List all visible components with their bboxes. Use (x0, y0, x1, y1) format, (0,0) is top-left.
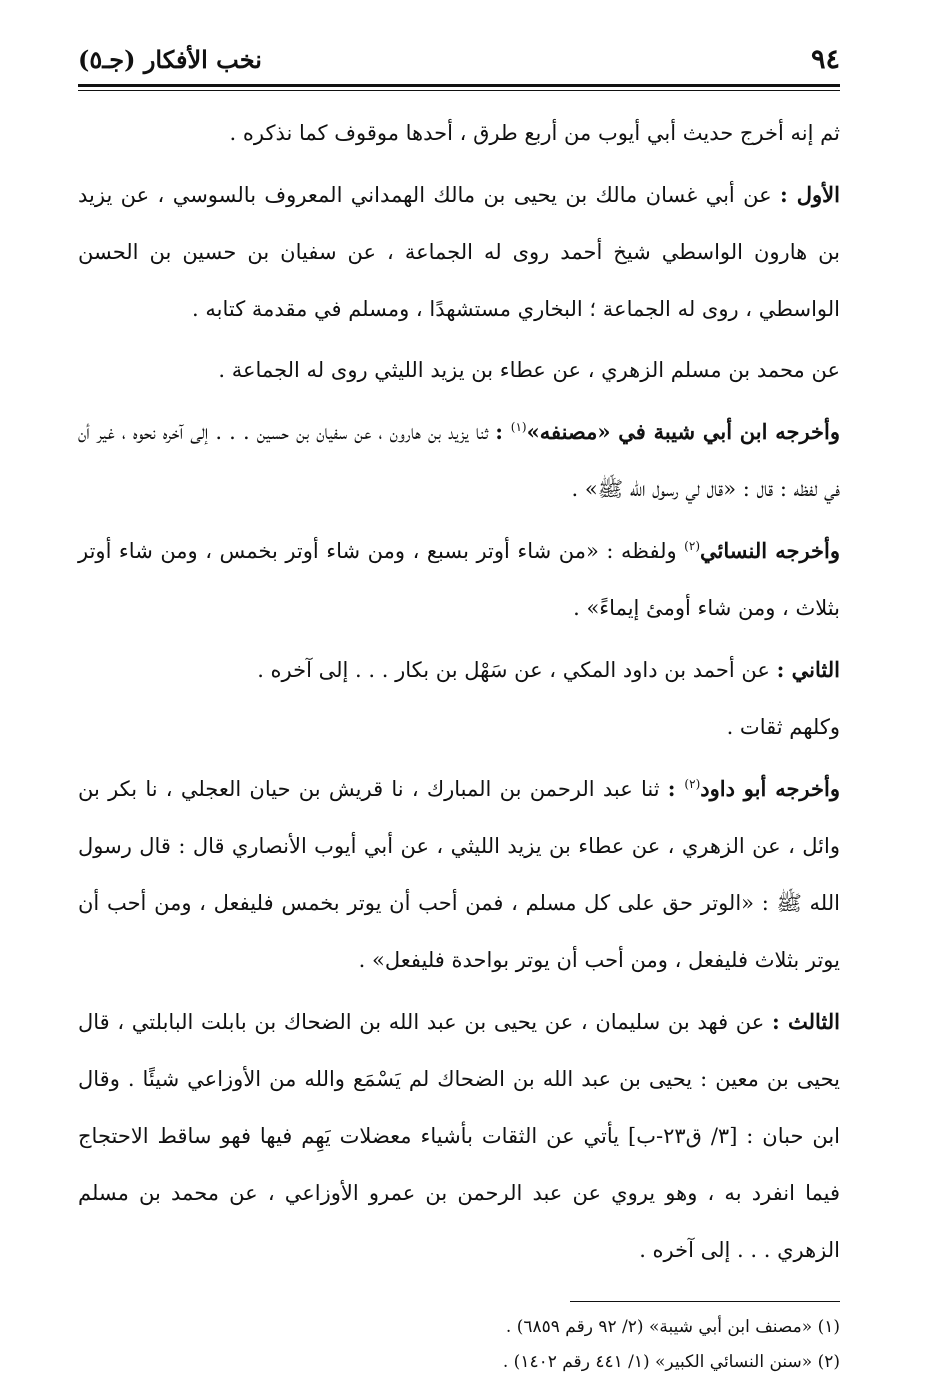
paragraph: وأخرجه النسائي$^{(٢)}$ ولفظه : «من شاء أوتر بسبع ، ومن شاء أوتر بخمس ، ومن شاء أوتر بثلاث ، ومن شاء أومئ إيماءً» . (78, 538, 840, 620)
footnotes (78, 1310, 840, 1380)
section-lead: الثاني : (776, 657, 840, 682)
paragraph: وأخرجه ابن أبي شيبة في «مصنفه»$^{(١)}$ : ثنا يزيد بن هارون ، عن سفيان بن حسين . . . إلى آخره نحوه ، غير أن في لفظه : قال : «قال لي رسول الله ﷺ» . (78, 419, 840, 501)
paragraph: وكلهم ثقات . (726, 715, 840, 739)
paragraph: وأخرجه أبو داود$^{(٢)}$ : ثنا عبد الرحمن بن المبارك ، نا قريش بن حيان العجلي ، نا بكر بن وائل ، عن الزهري ، عن عطاء بن يزيد الليثي ، عن أبي أيوب الأنصاري قال : قال رسول الله ﷺ : «الوتر حق على كل مسلم ، فمن أحب أن يوتر بخمس فليفعل ، ومن أحب أن يوتر بثلاث فليفعل ، ومن أحب أن يوتر بواحدة فليفعل» . (78, 776, 840, 972)
header-rule-thick (78, 84, 840, 87)
footnote-ref: (٢) (684, 777, 701, 791)
header-rule-thin (78, 90, 840, 91)
section-lead: وأخرجه النسائي (700, 538, 840, 563)
section-lead: الثالث : (771, 1009, 840, 1034)
paragraph: الأول : عن أبي غسان مالك بن يحيى بن مالك الهمداني المعروف بالسوسي ، عن يزيد بن هارون الواسطي شيخ أحمد روى له الجماعة ، عن سفيان بن حسين بن الحسن الواسطي ، روى له الجماعة ؛ البخاري مستشهدًا ، ومسلم في مقدمة كتابه . (78, 182, 840, 321)
footnote: (٢) «سنن النسائي الكبير» (١/ ٤٤١ رقم ١٤٠٢) . (502, 1352, 840, 1372)
section-lead: الأول : (780, 182, 840, 207)
footnote-separator (570, 1301, 840, 1302)
paragraph: ثم إنه أخرج حديث أبي أيوب من أربع طرق ، أحدها موقوف كما نذكره . (229, 121, 840, 145)
section-lead: وأخرجه أبو داود (700, 776, 840, 801)
page-number: ٩٤ (810, 43, 840, 75)
paragraph: الثالث : عن فهد بن سليمان ، عن يحيى بن عبد الله بن الضحاك بن بابلت البابلتي ، قال يحيى بن معين : يحيى بن عبد الله بن الضحاك لم يَسْمَع والله من الأوزاعي شيئًا . وقال ابن حبان : [٣/ ق٢٣-ب] يأتي عن الثقات بأشياء معضلات يَهِم فيها فهو ساقط الاحتجاج فيما انفرد به ، وهو يروي عن عبد الرحمن بن عمرو الأوزاعي ، عن محمد بن مسلم الزهري . . . إلى آخره . (78, 1009, 840, 1262)
footnote-ref: (٢) (684, 539, 700, 553)
running-header (78, 36, 840, 82)
footnote: (١) «مصنف ابن أبي شيبة» (٢/ ٩٢ رقم ٦٨٥٩) . (505, 1317, 840, 1337)
paragraph: عن محمد بن مسلم الزهري ، عن عطاء بن يزيد الليثي روى له الجماعة . (218, 358, 840, 382)
paragraph: الثاني : عن أحمد بن داود المكي ، عن سَهْل بن بكار . . . إلى آخره . (257, 657, 840, 682)
book-page (78, 36, 840, 1380)
section-lead: وأخرجه ابن أبي شيبة في «مصنفه» (526, 419, 840, 444)
book-title: نخب الأفكار (جـ٥) (78, 44, 262, 74)
footnote-ref: (١) (510, 420, 527, 434)
main-text (78, 105, 840, 1279)
